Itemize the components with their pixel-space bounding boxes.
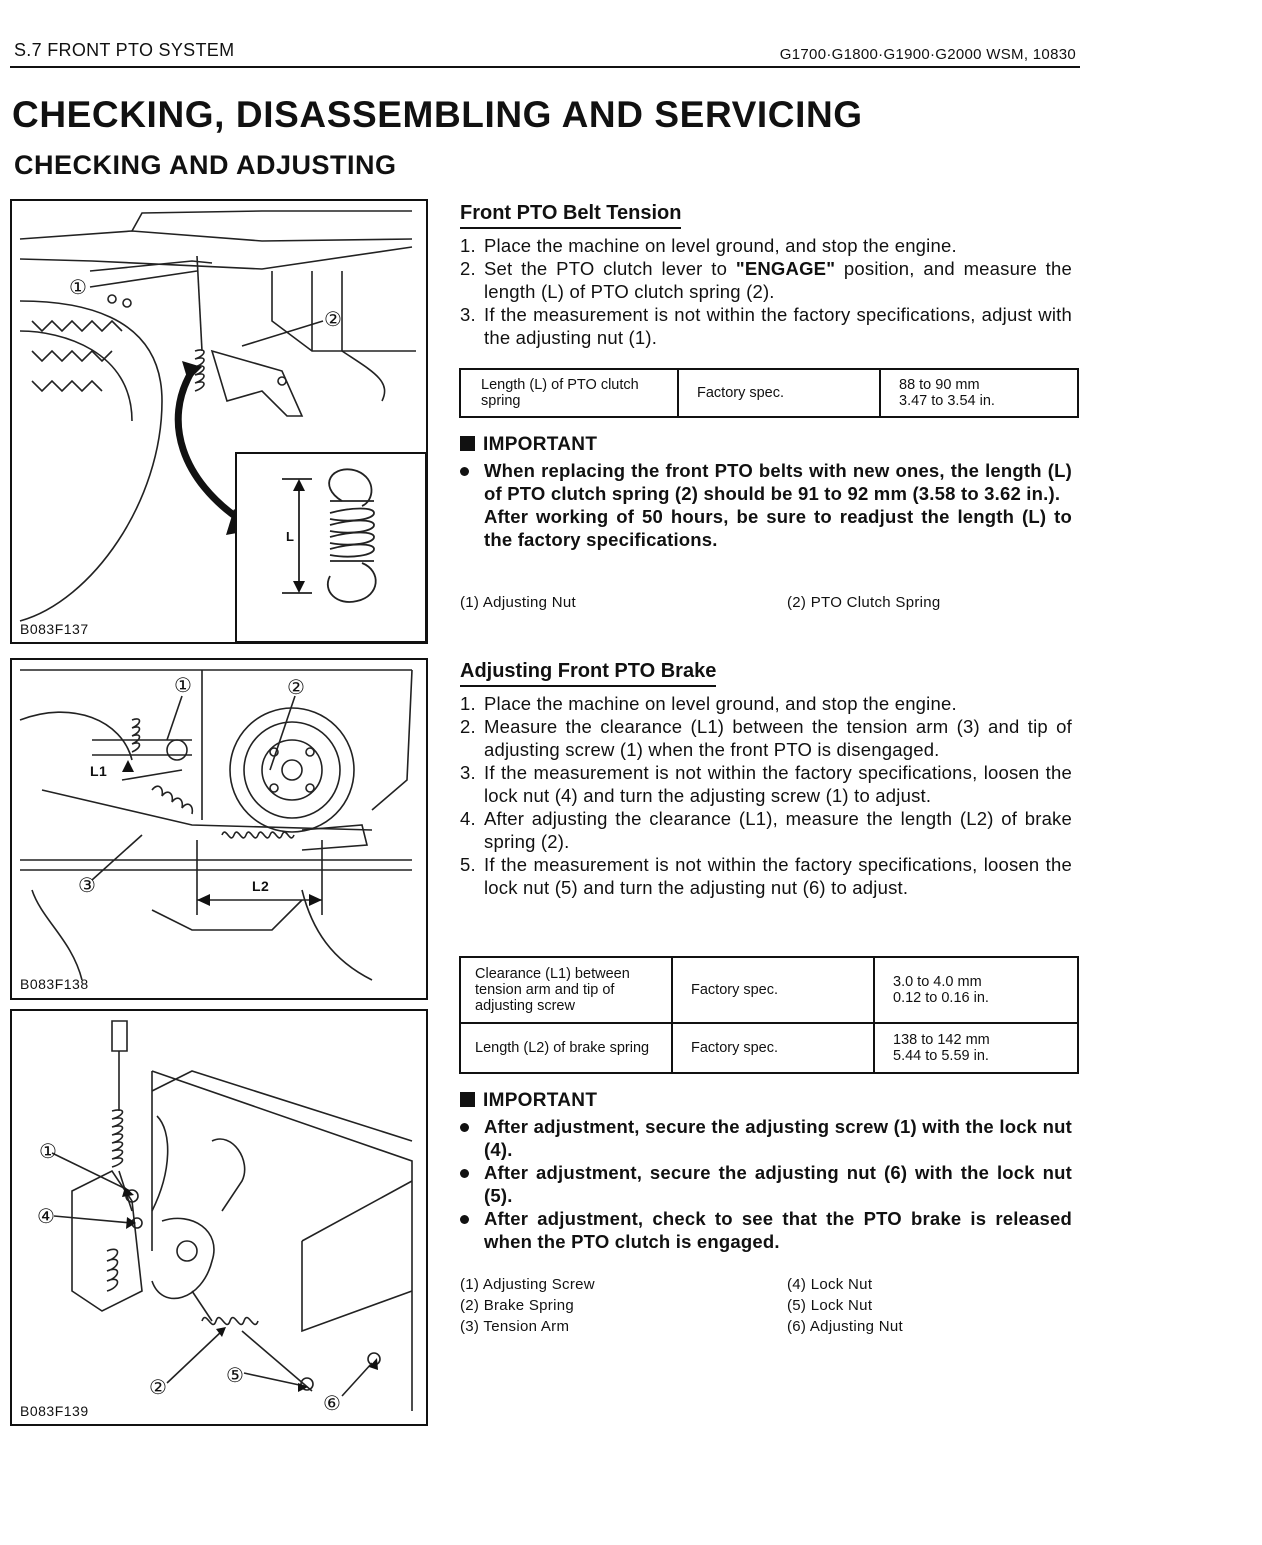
step: 5. If the measurement is not within the factory specifications, loosen the lock nut (5) and turn the adjusting nut (6) to adjust. — [460, 854, 1072, 898]
callout-3: ③ — [78, 875, 97, 897]
figure-code: B083F139 — [20, 1403, 89, 1419]
spec-value: 3.0 to 4.0 mm 0.12 to 0.16 in. — [874, 957, 1078, 1023]
spec-value: 88 to 90 mm 3.47 to 3.54 in. — [880, 369, 1078, 417]
callout-2: ② — [324, 309, 343, 331]
header-rule — [10, 66, 1080, 68]
belt-tension-steps — [460, 234, 1072, 349]
dimension-l: L — [286, 529, 295, 544]
callout-4: ④ — [37, 1206, 56, 1228]
important-heading: IMPORTANT — [460, 1090, 597, 1112]
spec-value: 138 to 142 mm 5.44 to 5.59 in. — [874, 1023, 1078, 1073]
bullet-icon — [460, 1169, 469, 1178]
bullet-icon — [460, 467, 469, 476]
figure-brake-clearance-drawing — [12, 660, 426, 998]
brake-steps — [460, 692, 1072, 899]
step: 4. After adjusting the clearance (L1), measure the length (L2) of brake spring (2). — [460, 808, 1072, 852]
figure-belt-tension — [10, 199, 428, 644]
important-item: After adjustment, secure the adjusting nut (6) with the lock nut (5). — [460, 1161, 1072, 1207]
page-subtitle: CHECKING AND ADJUSTING — [14, 150, 397, 180]
spec-label: Factory spec. — [672, 1023, 874, 1073]
callout-1: ① — [69, 277, 88, 299]
spec-label: Factory spec. — [678, 369, 880, 417]
figure-code: B083F138 — [20, 976, 89, 992]
dimension-l1: L1 — [90, 763, 108, 779]
bullet-icon — [460, 1123, 469, 1132]
spec-item: Length (L2) of brake spring — [460, 1023, 672, 1073]
figure-brake-assembly-drawing — [12, 1011, 426, 1424]
square-bullet-icon — [460, 1092, 475, 1107]
step: 3. If the measurement is not within the factory specifications, loosen the lock nut (4) and turn the adjusting screw (1) to adjust. — [460, 762, 1072, 806]
figure-belt-tension-drawing — [12, 201, 426, 642]
section-header: S.7 FRONT PTO SYSTEM — [14, 40, 235, 60]
callout-1: ① — [39, 1141, 58, 1163]
step: 3. If the measurement is not within the factory specifications, adjust with the adjusting nut (1). — [460, 304, 1072, 348]
important-item: After adjustment, secure the adjusting screw (1) with the lock nut (4). — [460, 1115, 1072, 1161]
brake-title: Adjusting Front PTO Brake — [460, 660, 716, 687]
brake-spec-table — [459, 956, 1079, 1074]
model-header: G1700·G1800·G1900·G2000 WSM, 10830 — [779, 46, 1076, 63]
dimension-l2: L2 — [252, 878, 270, 894]
important-heading: IMPORTANT — [460, 434, 597, 456]
brake-legend-left: (1) Adjusting Screw (2) Brake Spring (3) Tension Arm — [460, 1276, 595, 1335]
callout-6: ⑥ — [323, 1393, 342, 1415]
belt-spec-table — [459, 368, 1079, 418]
belt-legend-right: (2) PTO Clutch Spring — [787, 594, 941, 611]
spec-item: Clearance (L1) between tension arm and tip of adjusting screw — [460, 957, 672, 1023]
step: 1. Place the machine on level ground, and stop the engine. — [460, 235, 957, 256]
square-bullet-icon — [460, 436, 475, 451]
figure-code: B083F137 — [20, 621, 89, 637]
brake-legend-right: (4) Lock Nut (5) Lock Nut (6) Adjusting Nut — [787, 1276, 903, 1335]
step: 2. Set the PTO clutch lever to "ENGAGE" position, and measure the length (L) of PTO clutch spring (2). — [460, 258, 1072, 302]
brake-important-list — [460, 1115, 1072, 1253]
bullet-icon — [460, 1215, 469, 1224]
figure-brake-clearance — [10, 658, 428, 1000]
figure-brake-assembly — [10, 1009, 428, 1426]
spec-item: Length (L) of PTO clutch spring — [460, 369, 678, 417]
important-item: After adjustment, check to see that the PTO brake is released when the PTO clutch is engaged. — [460, 1207, 1072, 1253]
belt-important-list — [460, 459, 1072, 551]
important-item: When replacing the front PTO belts with new ones, the length (L) of PTO clutch spring (2) should be 91 to 92 mm (3.58 to 3.62 in.). After working of 50 hours, be sure to readjust the length (L) to the factory specifications. — [460, 459, 1072, 551]
page-title: CHECKING, DISASSEMBLING AND SERVICING — [12, 94, 863, 135]
step: 2. Measure the clearance (L1) between the tension arm (3) and tip of adjusting screw (1) when the front PTO is disengaged. — [460, 716, 1072, 760]
callout-2: ② — [287, 677, 306, 699]
callout-1: ① — [174, 675, 193, 697]
step: 1. Place the machine on level ground, and stop the engine. — [460, 693, 957, 714]
belt-tension-title: Front PTO Belt Tension — [460, 202, 681, 229]
belt-legend: (1) Adjusting Nut — [460, 594, 576, 611]
callout-2: ② — [149, 1377, 168, 1399]
spec-label: Factory spec. — [672, 957, 874, 1023]
callout-5: ⑤ — [226, 1365, 245, 1387]
